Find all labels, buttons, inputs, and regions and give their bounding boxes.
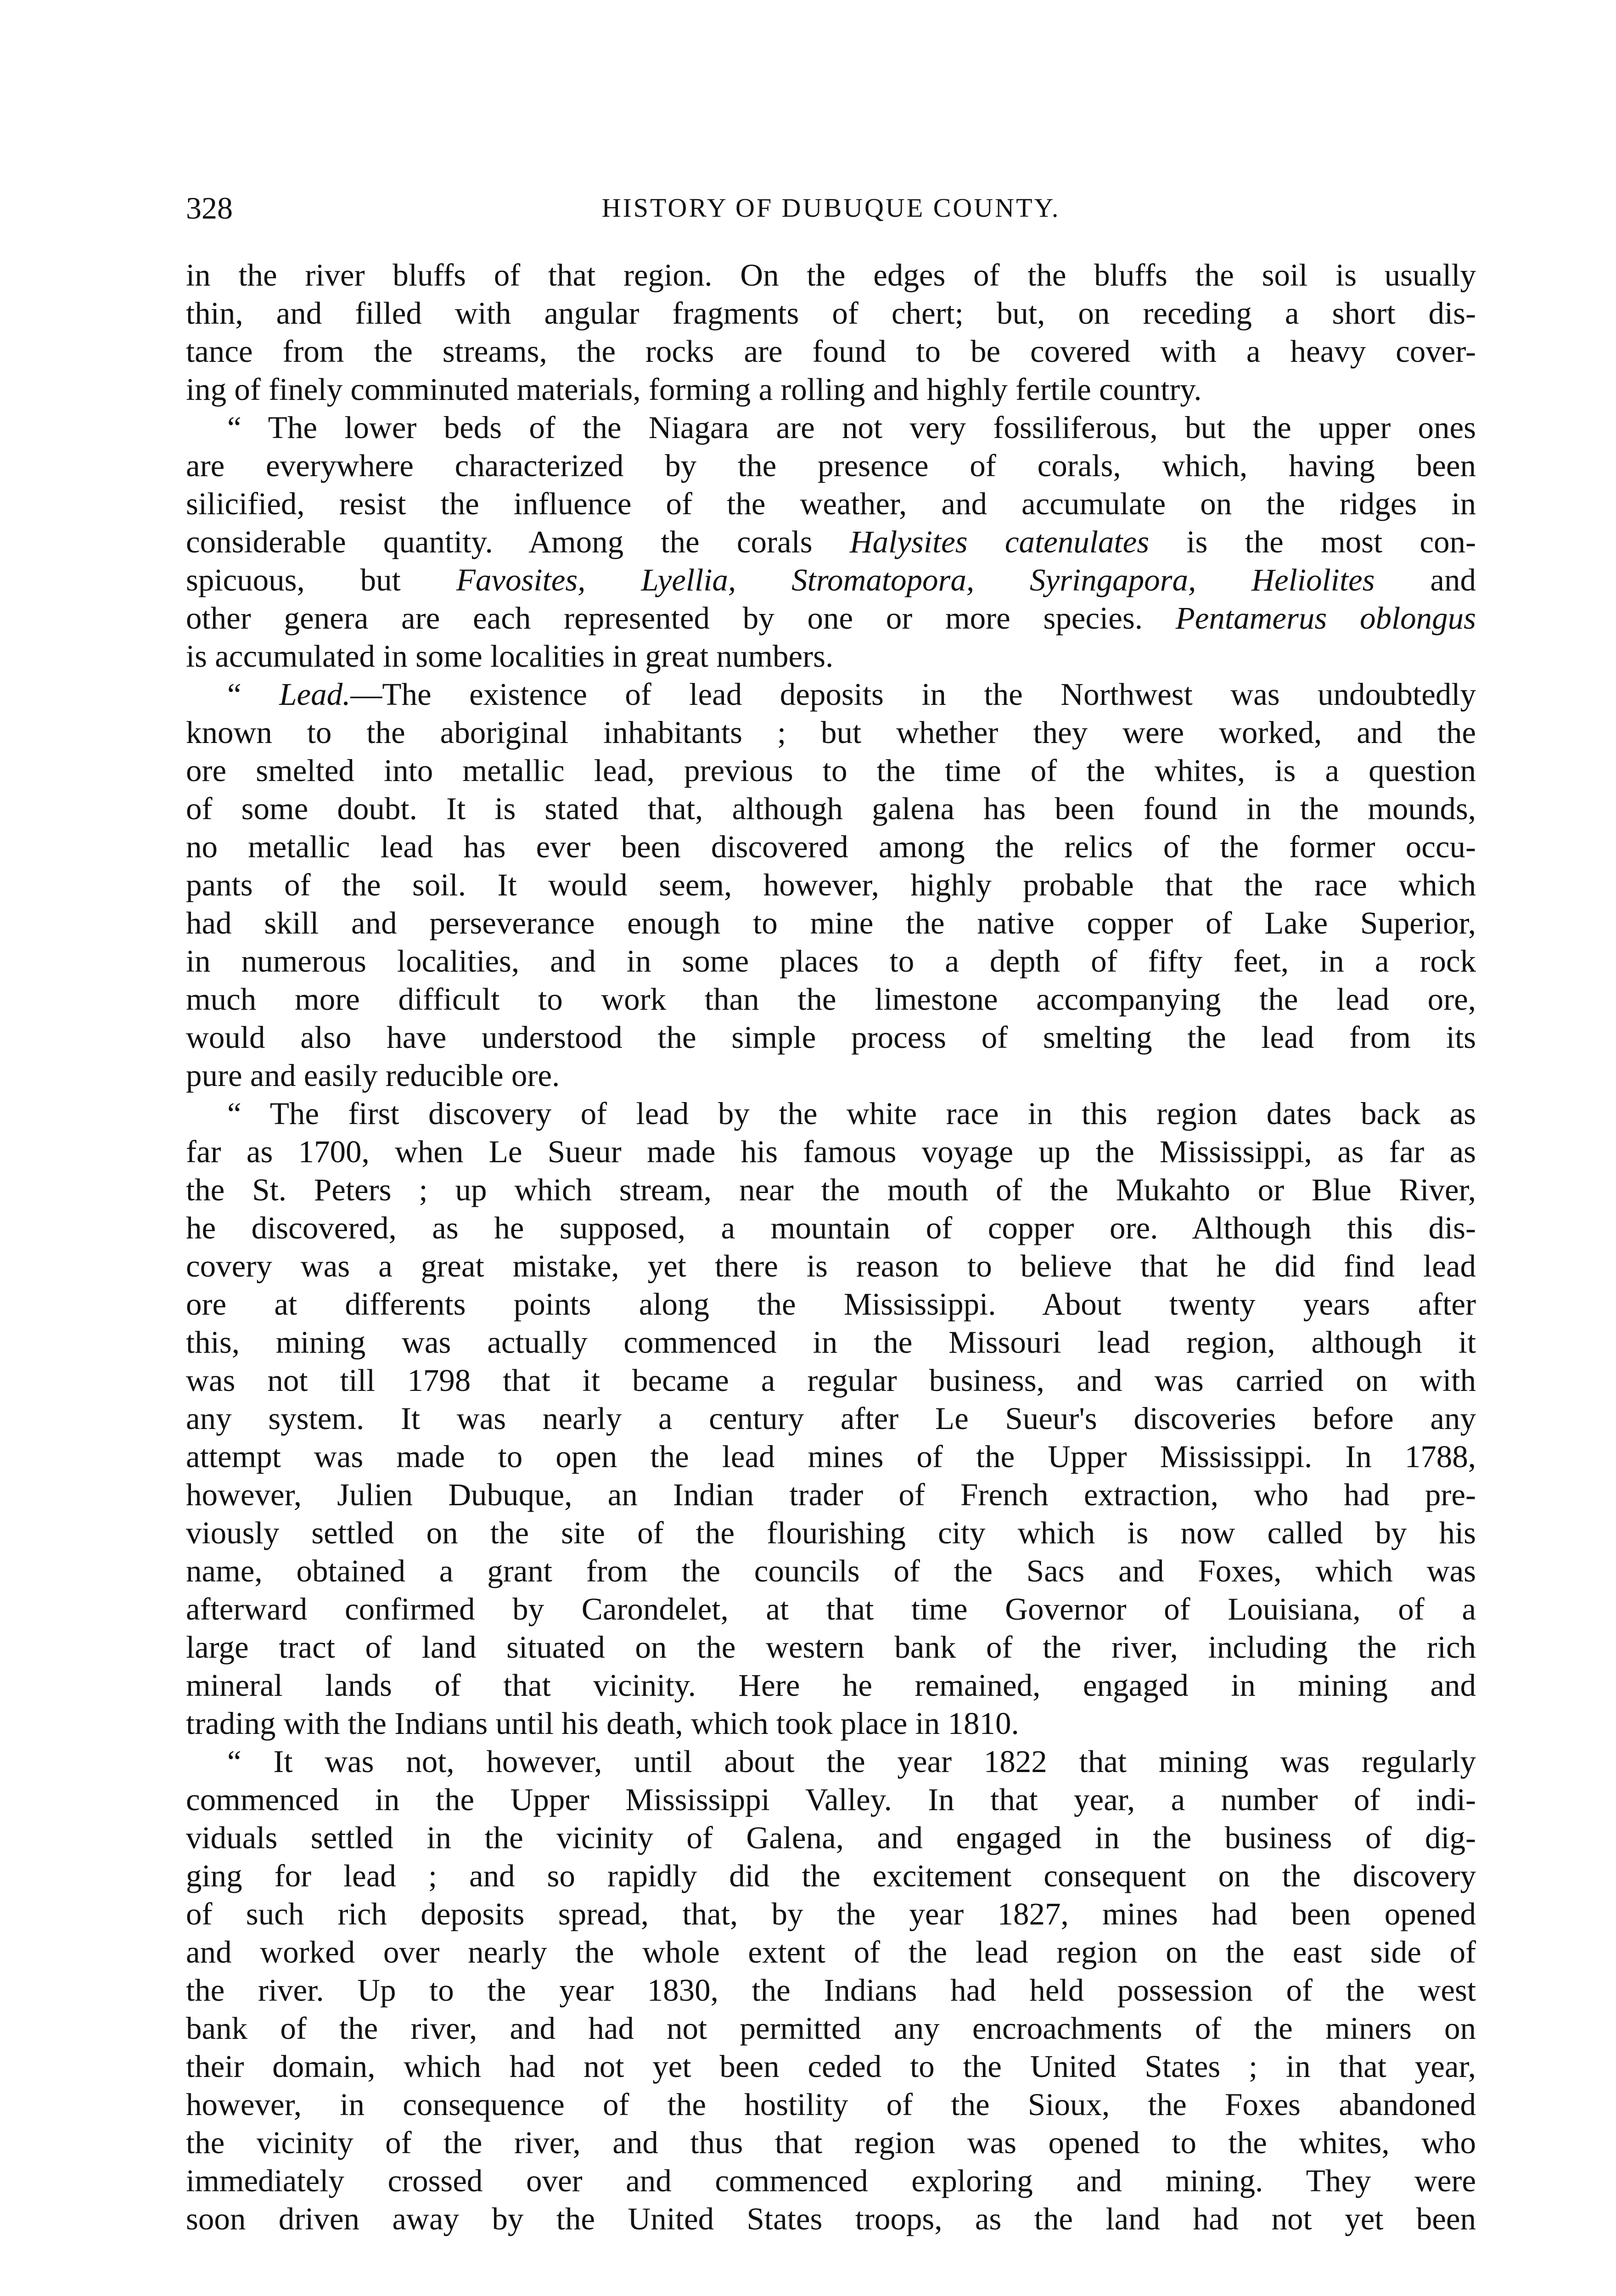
text-line: ore at differents points along the Mississippi. About twenty years after [186,1287,1476,1322]
text-line: mineral lands of that vicinity. Here he remained, engaged in mining and [186,1668,1476,1703]
text-line: in numerous localities, and in some places to a depth of fifty feet, in a rock [186,944,1476,979]
italic-text: Favosites, Lyellia, Stromatopora, Syringapora, Heliolites [456,563,1375,597]
text-line: would also have understood the simple process of smelting the lead from its [186,1020,1476,1055]
italic-text: Pentamerus oblongus [1175,601,1476,636]
text-line: “ The lower beds of the Niagara are not very fossiliferous, but the upper ones [227,410,1476,445]
italic-text: Halysites catenulates [849,524,1150,559]
text-line: is accumulated in some localities in great numbers. [186,639,834,674]
text-line: of some doubt. It is stated that, although galena has been found in the mounds, [186,791,1476,826]
text-line: however, in consequence of the hostility of the Sioux, the Foxes abandoned [186,2087,1476,2122]
text-line [186,523,1476,561]
running-title: HISTORY OF DUBUQUE COUNTY. [601,193,1060,223]
text-line: their domain, which had not yet been ceded to the United States ; in that year, [186,2049,1476,2084]
text-line: silicified, resist the influence of the weather, and accumulate on the ridges in [186,486,1476,521]
text-line: however, Julien Dubuque, an Indian trader of French extraction, who had pre- [186,1477,1476,1512]
text-line: in the river bluffs of that region. On the edges of the bluffs the soil is usually [186,258,1476,293]
text-line: ging for lead ; and so rapidly did the excitement consequent on the discovery [186,1858,1476,1893]
text-line: afterward confirmed by Carondelet, at that time Governor of Louisiana, of a [186,1592,1476,1626]
text-line: soon driven away by the United States troops, as the land had not yet been [186,2201,1476,2236]
text-line [186,675,1476,714]
text-line: much more difficult to work than the limestone accompanying the lead ore, [186,982,1476,1017]
line-segment: spicuous, but [186,563,456,597]
text-line: bank of the river, and had not permitted any encroachments of the miners on [186,2011,1476,2046]
text-line: this, mining was actually commenced in the Missouri lead region, although it [186,1325,1476,1360]
text-line: covery was a great mistake, yet there is reason to believe that he did find lead [186,1249,1476,1283]
text-line: the vicinity of the river, and thus that region was opened to the whites, who [186,2125,1476,2160]
text-line: ing of finely comminuted materials, forming a rolling and highly fertile country. [186,372,1202,407]
text-line: known to the aboriginal inhabitants ; but whether they were worked, and the [186,715,1476,750]
text-line: viduals settled in the vicinity of Galena, and engaged in the business of dig- [186,1820,1476,1855]
text-line: commenced in the Upper Mississippi Valley. In that year, a number of indi- [186,1782,1476,1817]
text-line: had skill and perseverance enough to mine the native copper of Lake Superior, [186,906,1476,940]
text-line [186,561,1476,599]
page-number: 328 [186,191,233,225]
text-line: are everywhere characterized by the presence of corals, which, having been [186,448,1476,483]
body-text [186,256,1476,2238]
text-line: “ The first discovery of lead by the white race in this region dates back as [227,1096,1476,1131]
text-line: immediately crossed over and commenced exploring and mining. They were [186,2163,1476,2198]
line-segment: other genera are each represented by one or more species. [186,601,1176,636]
text-line [186,599,1476,637]
line-segment: is the most con- [1149,524,1476,559]
text-line: was not till 1798 that it became a regular business, and was carried on with [186,1363,1476,1398]
text-line: of such rich deposits spread, that, by the year 1827, mines had been opened [186,1896,1476,1931]
line-segment: considerable quantity. Among the corals [186,524,850,559]
line-segment: “ [227,677,280,712]
text-line: tance from the streams, the rocks are found to be covered with a heavy cover- [186,334,1476,369]
text-line: far as 1700, when Le Sueur made his famous voyage up the Mississippi, as far as [186,1134,1476,1169]
text-line: pants of the soil. It would seem, however, highly probable that the race which [186,867,1476,902]
text-line: large tract of land situated on the western bank of the river, including the rich [186,1630,1476,1665]
text-line: pure and easily reducible ore. [186,1058,560,1093]
text-line: trading with the Indians until his death, which took place in 1810. [186,1706,1019,1741]
text-line: thin, and filled with angular fragments of chert; but, on receding a short dis- [186,296,1476,331]
text-line: he discovered, as he supposed, a mountain of copper ore. Although this dis- [186,1210,1476,1245]
text-line: the river. Up to the year 1830, the Indians had held possession of the west [186,1973,1476,2008]
text-line: any system. It was nearly a century after Le Sueur's discoveries before any [186,1401,1476,1436]
text-line: the St. Peters ; up which stream, near the mouth of the Mukahto or Blue River, [186,1172,1476,1207]
text-line: and worked over nearly the whole extent of the lead region on the east side of [186,1935,1476,1970]
text-line: no metallic lead has ever been discovered among the relics of the former occu- [186,829,1476,864]
line-segment: and [1375,563,1476,597]
running-head [186,187,1476,229]
italic-text: Lead. [279,677,351,712]
text-line: ore smelted into metallic lead, previous to the time of the whites, is a question [186,753,1476,788]
text-line: attempt was made to open the lead mines of the Upper Mississippi. In 1788, [186,1439,1476,1474]
text-line: viously settled on the site of the flourishing city which is now called by his [186,1515,1476,1550]
text-line: “ It was not, however, until about the year 1822 that mining was regularly [227,1744,1476,1779]
text-line: name, obtained a grant from the councils of the Sacs and Foxes, which was [186,1553,1476,1588]
line-segment: —The existence of lead deposits in the Northwest was undoubtedly [350,677,1476,712]
